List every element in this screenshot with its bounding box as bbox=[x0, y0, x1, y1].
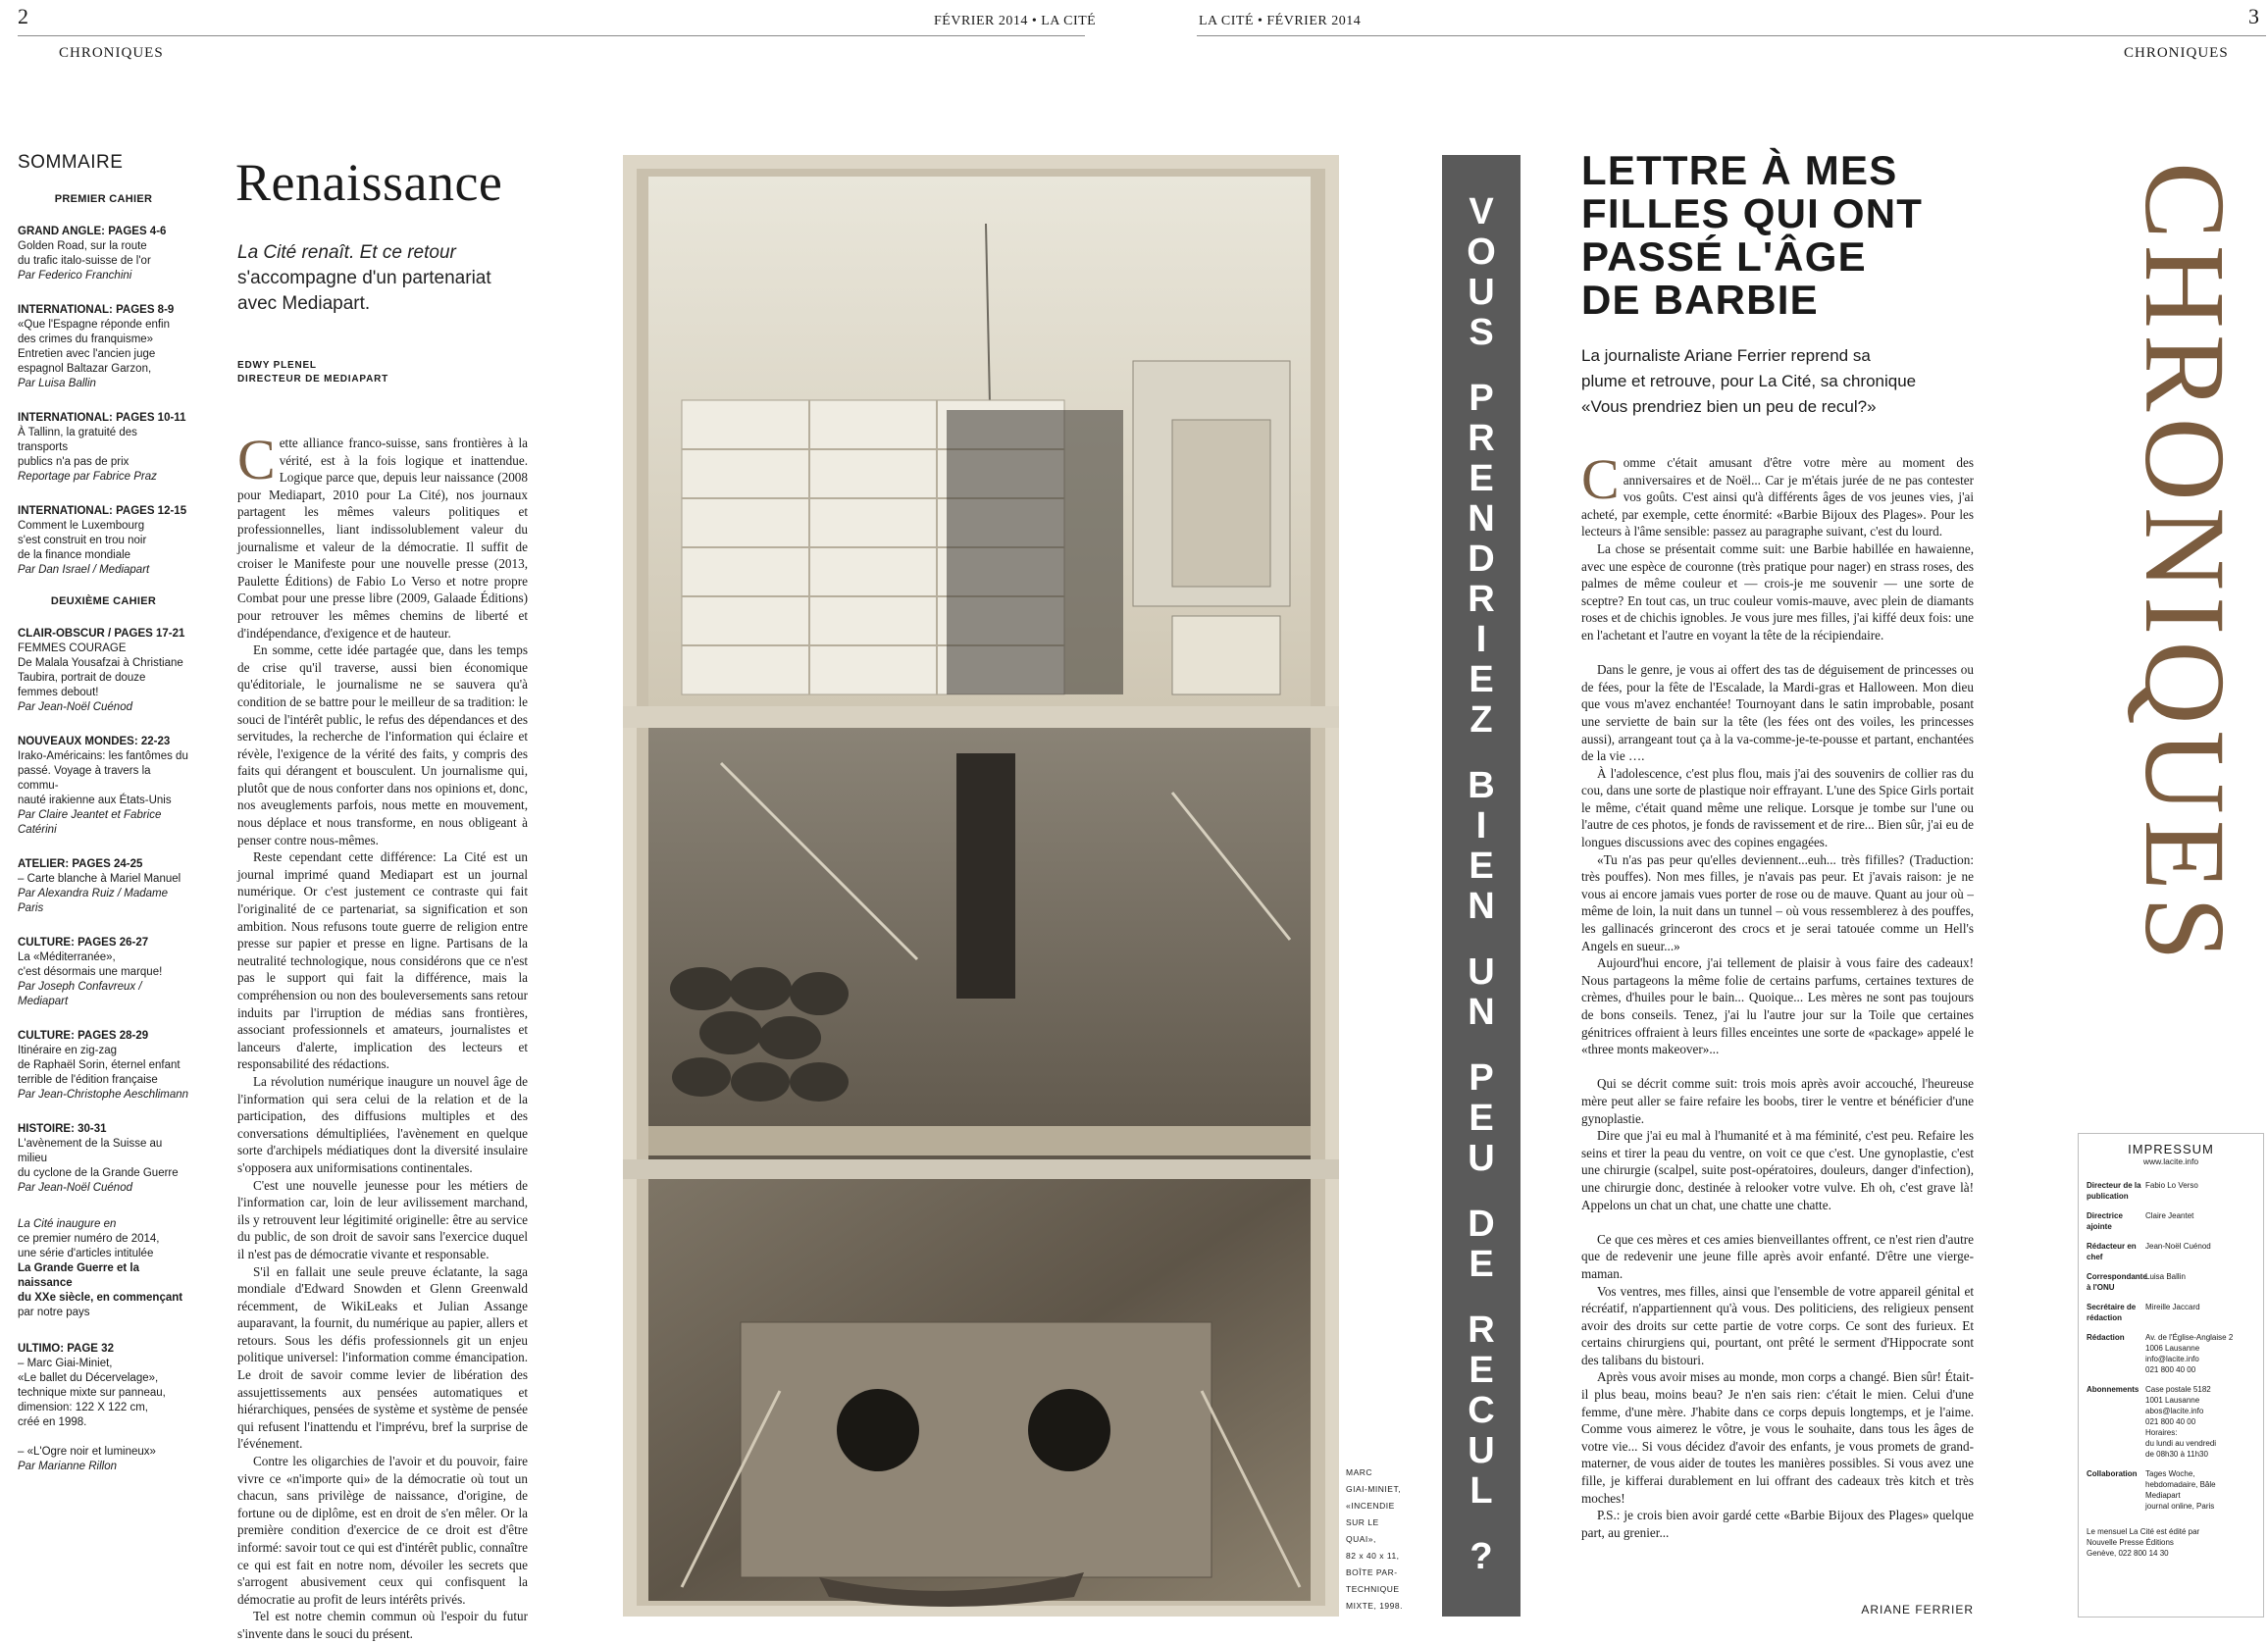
cahier-heading: DEUXIÈME CAHIER bbox=[50, 595, 157, 607]
right-header-rule bbox=[1197, 35, 2266, 36]
article2-paragraph: Après vous avoir mises au monde, mon corps a changé. Bien sûr! Était-il plus beau, moins beau? Je n'en sais rien: c'était le mien. Celui d'une femme, d'une mère. J'habite dans ce corps depuis longtemps, et je l'aime. Comme vous aimerez le vôtre, je vous le souhaite, dans tous les âges de votre vie... Si vous décidez d'avoir des enfants, je vous promets de grand-materner, de vous aider de toutes les manières possibles. Si vous avez une fille, je kifferai durablement en lui offrant des cadeaux très kitch et très moches! bbox=[1581, 1369, 1974, 1506]
impressum-value: de 08h30 à 11h30 bbox=[2145, 1450, 2208, 1459]
article2-paragraph: «Tu n'as pas peur qu'elles deviennent...euh... très fifilles? (Traduction: très pouffes). Non mes filles, je n'avais pas peur. Et j'avais raison: je ne vous ai encore jamais vues porter de rose ou de mauve. Quant au jour où – même de loin, la nuit dans un tunnel – où vous ressemblerez à des pouffes, les gallinacés grinceront des crocs et je serai tatouée comme un Hell's Angels en sueur...» bbox=[1581, 851, 1974, 953]
band-letter: B bbox=[1468, 765, 1495, 806]
article1-chapo bbox=[237, 240, 561, 317]
impressum-label: Correspondante à l'ONU bbox=[2087, 1272, 2147, 1292]
left-running-head: FÉVRIER 2014 • LA CITÉ bbox=[934, 14, 1097, 28]
band-gap bbox=[1442, 927, 1521, 952]
entry-line: «Le ballet du Décervelage», bbox=[18, 1372, 159, 1384]
article1-paragraph: La révolution numérique inaugure un nouvel âge de l'information qui sera celui de la relation et de la participation, des diffusions multiples et des conversations démultipliées, l'avènement en quelque sorte d'archipels médiatiques dont la diversité insulaire s'opposera aux uniformisations continentales. bbox=[237, 1073, 528, 1175]
entry-author: Par Claire Jeantet et Fabrice Catérini bbox=[18, 809, 162, 836]
impressum-label: Rédaction bbox=[2087, 1333, 2125, 1342]
entry-head: INTERNATIONAL: PAGES 10-11 bbox=[18, 412, 186, 424]
impressum-values bbox=[2145, 1332, 2233, 1375]
article1-byline bbox=[237, 359, 388, 386]
band-letter: D bbox=[1468, 539, 1495, 580]
entry-author: Par Alexandra Ruiz / Madame Paris bbox=[18, 888, 168, 914]
impressum-value: hebdomadaire, Bâle bbox=[2145, 1480, 2216, 1489]
article2-title bbox=[1581, 149, 1923, 322]
article1-paragraph: Cette alliance franco-suisse, sans frontières à la vérité, est à la fois logique et inattendue. Logique parce que, depuis leur naissance (2008 pour Mediapart, 2010 pour La Cité), nos journaux partagent les mêmes valeurs politiques et professionnelles, liant indissolublement valeur du journalisme et valeur de la démocratie. Il suffit de croiser le Manifeste pour une nouvelle presse (2013, Paulette Éditions) de Fabio Lo Verso et notre propre Combat pour une presse libre (2009, Galaade Éditions) pour retrouver les mêmes chemins de liberté et d'indépendance, d'exigence et de hauteur. bbox=[237, 428, 528, 641]
impressum-row bbox=[2087, 1332, 2257, 1375]
impressum-values bbox=[2145, 1468, 2216, 1512]
note-line: La Grande Guerre et la naissance bbox=[18, 1262, 139, 1289]
band-word bbox=[1442, 952, 1521, 1033]
impressum-box bbox=[2078, 1133, 2264, 1617]
sommaire-entry bbox=[18, 857, 189, 916]
article2-paragraph: Ce que ces mères et ces amies bienveillantes offrent, ce n'est rien d'autre que de redevenir une jeune fille après avoir enfanté. D'être une vierge-maman. bbox=[1581, 1231, 1974, 1281]
sommaire-entry bbox=[18, 504, 189, 578]
band-letter: ? bbox=[1469, 1536, 1493, 1577]
impressum-row bbox=[2087, 1384, 2257, 1460]
band-letter: Z bbox=[1469, 699, 1493, 741]
entry-line: – Carte blanche à Mariel Manuel bbox=[18, 873, 181, 885]
entry-line: publics n'a pas de prix bbox=[18, 456, 129, 468]
entry-head: CLAIR-OBSCUR / PAGES 17-21 bbox=[18, 628, 185, 640]
article2-paragraph: Qui se décrit comme suit: trois mois après avoir accouché, l'heureuse mère peut aller se faire refaire les boobs, tirer le ventre et bénéficier d'une gynoplastie. bbox=[1581, 1076, 1974, 1126]
entry-line: passé. Voyage à travers la commu- bbox=[18, 765, 151, 792]
chapo-line: s'accompagne d'un partenariat bbox=[237, 268, 491, 288]
chapo-line: avec Mediapart. bbox=[237, 293, 371, 314]
entry-line: La «Méditerranée», bbox=[18, 951, 116, 963]
note-line: ce premier numéro de 2014, bbox=[18, 1233, 160, 1245]
dropcap: C bbox=[1581, 447, 1620, 511]
impressum-value: Av. de l'Église-Anglaise 2 bbox=[2145, 1333, 2234, 1342]
chapo-line: plume et retrouve, pour La Cité, sa chronique bbox=[1581, 372, 1917, 390]
entry-line: du cyclone de la Grande Guerre bbox=[18, 1167, 179, 1179]
entry-head: CULTURE: PAGES 28-29 bbox=[18, 1030, 149, 1042]
impressum-title: IMPRESSUM bbox=[2128, 1142, 2214, 1156]
entry-line: des crimes du franquisme» bbox=[18, 334, 154, 345]
band-letter: S bbox=[1469, 312, 1494, 353]
sommaire bbox=[18, 152, 189, 1474]
entry-line: Golden Road, sur la route bbox=[18, 240, 147, 252]
band-letter: E bbox=[1469, 1350, 1494, 1391]
entry-head: ULTIMO: PAGE 32 bbox=[18, 1343, 114, 1355]
band-letter: L bbox=[1469, 1470, 1493, 1512]
cahier-heading: PREMIER CAHIER bbox=[54, 193, 153, 205]
article2-paragraph: Vos ventres, mes filles, ainsi que l'ensemble de votre appareil génital et récréatif, n'appartiennent qu'à vous. Des politiciens, des religieux pensent avoir des droits sur cette partie de votre corps. Ce sont des furieux. Et certains chirurgiens qui, pourtant, ont prêté le serment d'Hippocrate sont des talibans du bistouri. bbox=[1581, 1283, 1974, 1367]
band-letter: R bbox=[1468, 1309, 1495, 1351]
right-running-head: LA CITÉ • FÉVRIER 2014 bbox=[1199, 14, 1362, 28]
impressum-row bbox=[2087, 1271, 2257, 1293]
band-letter: U bbox=[1468, 1138, 1495, 1179]
band-word bbox=[1442, 192, 1521, 353]
entry-line: – «L'Ogre noir et lumineux» bbox=[18, 1446, 156, 1458]
entry-line: L'avènement de la Suisse au milieu bbox=[18, 1138, 163, 1164]
band-word bbox=[1442, 1205, 1521, 1285]
note-line: une série d'articles intitulée bbox=[18, 1248, 154, 1259]
impressum-values bbox=[2145, 1241, 2211, 1262]
impressum-url: www.lacite.info bbox=[2142, 1156, 2199, 1166]
sommaire-list bbox=[18, 225, 189, 578]
impressum-row bbox=[2087, 1210, 2257, 1232]
impressum-value: Fabio Lo Verso bbox=[2145, 1181, 2198, 1190]
band-letter: P bbox=[1469, 378, 1494, 419]
entry-line: dimension: 122 X 122 cm, bbox=[18, 1402, 148, 1413]
sommaire-title: SOMMAIRE bbox=[18, 152, 124, 173]
entry-line: espagnol Baltazar Garzon, bbox=[18, 363, 152, 375]
entry-line: Itinéraire en zig-zag bbox=[18, 1045, 117, 1056]
column-title-band bbox=[1442, 155, 1521, 1617]
band-gap bbox=[1442, 1285, 1521, 1310]
band-letter: R bbox=[1468, 579, 1495, 620]
band-letter: I bbox=[1475, 805, 1487, 847]
article1-title: Renaissance bbox=[235, 153, 503, 212]
entry-line: À Tallinn, la gratuité des transports bbox=[18, 427, 137, 453]
impressum-value: Horaires: bbox=[2145, 1428, 2178, 1437]
note-line: Le mensuel La Cité est édité par bbox=[2087, 1527, 2200, 1536]
article1-body bbox=[237, 428, 528, 1641]
impressum-values bbox=[2145, 1210, 2193, 1232]
impressum-value: Jean-Noël Cuénod bbox=[2145, 1242, 2211, 1251]
band-letter: N bbox=[1468, 886, 1495, 927]
article2-paragraph: La chose se présentait comme suit: une Barbie habillée en hawaienne, avec une espèce de couronne (très pratique pour nager) en strass roses, des palmes de même couleur et — crois-je me souvenir — une sorte de sceptre? En tout cas, un truc couleur vomis-mauve, avec plein de diamants roses et de chichis ignobles. Je vous jure mes filles, j'ai kiffé deux fois: une en l'achetant et l'autre en voyant la tête de la récipiendaire. bbox=[1581, 540, 1974, 642]
band-word bbox=[1442, 1310, 1521, 1512]
impressum-value: Luisa Ballin bbox=[2145, 1272, 2186, 1281]
band-word bbox=[1442, 1058, 1521, 1179]
impressum-label: Directeur de la publication bbox=[2087, 1181, 2141, 1201]
note-line: du XXe siècle, en commençant bbox=[18, 1292, 183, 1304]
entry-line: c'est désormais une marque! bbox=[18, 966, 163, 978]
sommaire-entry-ultimo bbox=[18, 1342, 189, 1474]
band-letter: N bbox=[1468, 498, 1495, 539]
caption-line: MARC bbox=[1346, 1467, 1373, 1477]
caption-line: 82 x 40 x 11, bbox=[1346, 1551, 1400, 1561]
article2-paragraph: Comme c'était amusant d'être votre mère au moment des anniversaires et de Noël... Car je m'étais jurée de ne pas contester vos goûts. C'est ainsi qu'à différents âges de vos jeunes vies, j'ai acheté, par exemple, cette énormité: «Barbie Bijoux des Plages». Pour les lecteurs à l'âme sensible: passez au paragraphe suivant, c'est du lourd. bbox=[1581, 447, 1974, 539]
entry-line: de Raphaël Sorin, éternel enfant bbox=[18, 1059, 180, 1071]
column-title-vertical bbox=[1442, 155, 1521, 1577]
sommaire-entry bbox=[18, 1029, 189, 1103]
entry-line: – Marc Giai-Miniet, bbox=[18, 1358, 113, 1369]
impressum-value: 021 800 40 00 bbox=[2145, 1417, 2196, 1426]
chapo-line: La journaliste Ariane Ferrier reprend sa bbox=[1581, 346, 1871, 365]
band-gap bbox=[1442, 1512, 1521, 1537]
entry-line: Taubira, portrait de douze bbox=[18, 672, 146, 684]
impressum-label: Abonnements bbox=[2087, 1385, 2139, 1394]
band-gap bbox=[1442, 1033, 1521, 1058]
caption-line: TECHNIQUE bbox=[1346, 1584, 1400, 1594]
title-line: DE BARBIE bbox=[1581, 277, 1819, 323]
artwork-photo bbox=[623, 155, 1339, 1617]
article2-chapo bbox=[1581, 343, 1954, 420]
entry-head: NOUVEAUX MONDES: 22-23 bbox=[18, 736, 171, 747]
entry-author: Par Joseph Confavreux / Mediapart bbox=[18, 981, 142, 1007]
entry-line: terrible de l'édition française bbox=[18, 1074, 158, 1086]
entry-author: Par Federico Franchini bbox=[18, 270, 132, 282]
article2-paragraph: À l'adolescence, c'est plus flou, mais j'ai des souvenirs de collier ras du cou, dans une sorte de plastique noir effrayant. L'une des Spice Girls portait le même, c'était quand même une relique. Lorsque je tombe sur l'une ou l'autre de ces photos, je fonds de ravissement et de rire... Bien sûr, j'ai eu de longues discussions avec des copines engagées. bbox=[1581, 765, 1974, 850]
article1-paragraph: En somme, cette idée partagée que, dans les temps de crise qu'il traverse, aussi bien économique qu'éditoriale, le journalisme ne se sauvera qu'à condition de se battre pour le meilleur de sa tradition: le souci de l'intérêt public, le refus des dépendances et des servitudes, la recherche de l'information qui éclaire et révèle, l'exigence de la vérité des faits, y compris des faits qui dérangent et bousculent. Un journalisme qui, plutôt que de nous conforter dans nos opinions et, donc, nos aveuglements parfois, nous mette en mouvement, nous déplace et nous transforme, en nous obligeant à penser contre nous-mêmes. bbox=[237, 642, 528, 847]
entry-author: Par Jean-Noël Cuénod bbox=[18, 701, 132, 713]
impressum-note bbox=[2079, 1520, 2263, 1559]
article2-author: ARIANE FERRIER bbox=[1861, 1603, 1974, 1617]
band-letter: N bbox=[1468, 992, 1495, 1033]
entry-author: Par Dan Israel / Mediapart bbox=[18, 564, 150, 576]
artwork-illustration bbox=[623, 155, 1339, 1617]
impressum-row bbox=[2087, 1302, 2257, 1323]
sommaire-entry bbox=[18, 627, 189, 715]
article2-paragraph: Dans le genre, je vous ai offert des tas de déguisement de princesses ou de fées, pour la fête de l'Escalade, la Mardi-gras et Halloween. Mon dieu que vous m'avez enchantée! Tournoyant dans le satin improbable, posant une serviette de bain sur la tête (les fées ont des voiles, les princesses aussi), arrangeant tout ça à la va-comme-je-te-pousse et partant, enchantées de la vie …. bbox=[1581, 662, 1974, 764]
band-gap bbox=[1442, 353, 1521, 379]
entry-line: «Que l'Espagne réponde enfin bbox=[18, 319, 171, 331]
article2-paragraph: Dire que j'ai eu mal à l'humanité et à ma féminité, c'est peu. Refaire les seins et tirer la peau du ventre, on voit ce que c'est. Une gynoplastie, c'est une chirurgie (scalpel, suite post-opératoires, douleurs, danger d'infection), une chirurgie donc, destinée à relooker votre vulve. Eh oh, c'est grave là! Appelons un chat un chat, une chatte une chatte. bbox=[1581, 1128, 1974, 1212]
entry-head: INTERNATIONAL: PAGES 12-15 bbox=[18, 505, 187, 517]
impressum-value: 1006 Lausanne bbox=[2145, 1344, 2200, 1353]
caption-line: MIXTE, 1998. bbox=[1346, 1601, 1403, 1611]
entry-line: De Malala Yousafzai à Christiane bbox=[18, 657, 183, 669]
impressum-value: Mireille Jaccard bbox=[2145, 1303, 2200, 1311]
sommaire-entry bbox=[18, 735, 189, 838]
entry-author: Par Jean-Christophe Aeschlimann bbox=[18, 1089, 189, 1101]
band-word bbox=[1442, 379, 1521, 741]
right-page-number: 3 bbox=[2248, 4, 2259, 28]
left-page-number: 2 bbox=[18, 4, 28, 28]
impressum-value: Mediapart bbox=[2145, 1491, 2181, 1500]
caption-line: SUR LE bbox=[1346, 1517, 1379, 1527]
sommaire-entry bbox=[18, 936, 189, 1009]
caption-line: QUAI», bbox=[1346, 1534, 1376, 1544]
band-letter: U bbox=[1468, 272, 1495, 313]
entry-line: Comment le Luxembourg bbox=[18, 520, 145, 532]
photo-caption bbox=[1346, 1464, 1405, 1615]
band-letter: V bbox=[1469, 191, 1494, 232]
chapo-line: «Vous prendriez bien un peu de recul?» bbox=[1581, 397, 1877, 416]
article1-paragraph: Contre les oligarchies de l'avoir et du pouvoir, faire vivre ce «n'importe qui» de la démocratie où tout un chacun, sans privilège de naissance, d'origine, de fortune ou de diplôme, est en droit de s'en mêler. Or la première condition d'exercice de ce droit est d'être informé: savoir tout ce qui est d'intérêt public, connaître ce qui est fait en notre nom, dévoiler les secrets que s'arrogent abusivement ceux qui confisquent la démocratie au profit de leurs intérêts privés. bbox=[237, 1454, 528, 1607]
article1-paragraph: C'est une nouvelle jeunesse pour les métiers de l'information car, loin de leur avilissement marchand, ils y retrouvent leur légitimité originelle: être au service du public, de son droit de savoir sans l'exercice duquel il n'est pas de démocratie vivante et responsable. bbox=[237, 1177, 528, 1261]
impressum-label: Directrice ajointe bbox=[2087, 1211, 2123, 1231]
impressum-row bbox=[2087, 1180, 2257, 1202]
byline-role: DIRECTEUR DE MEDIAPART bbox=[237, 374, 389, 385]
impressum-value: Tages Woche, bbox=[2145, 1469, 2195, 1478]
band-gap bbox=[1442, 1179, 1521, 1205]
right-section-label: CHRONIQUES bbox=[2124, 45, 2229, 61]
title-line: FILLES QUI ONT bbox=[1581, 190, 1924, 236]
band-letter: E bbox=[1469, 659, 1494, 700]
impressum-values bbox=[2145, 1180, 2198, 1202]
impressum-label: Rédacteur en chef bbox=[2087, 1242, 2137, 1261]
sommaire-entry bbox=[18, 411, 189, 485]
band-gap bbox=[1442, 741, 1521, 766]
entry-line: femmes debout! bbox=[18, 687, 99, 698]
impressum-rows bbox=[2079, 1166, 2263, 1512]
entry-line: s'est construit en trou noir bbox=[18, 535, 147, 546]
impressum-values bbox=[2145, 1271, 2186, 1293]
band-word bbox=[1442, 1537, 1521, 1577]
impressum-value: Claire Jeantet bbox=[2145, 1211, 2194, 1220]
impressum-values bbox=[2145, 1302, 2200, 1323]
caption-line: BOÎTE PAR- bbox=[1346, 1567, 1398, 1577]
entry-line: nauté irakienne aux États-Unis bbox=[18, 795, 172, 806]
dropcap: C bbox=[237, 428, 276, 491]
impressum-value: journal online, Paris bbox=[2145, 1502, 2215, 1511]
band-letter: E bbox=[1469, 458, 1494, 499]
band-letter: E bbox=[1469, 846, 1494, 887]
chapo-line: La Cité renaît. Et ce retour bbox=[237, 242, 456, 263]
sommaire-list bbox=[18, 627, 189, 1196]
band-word bbox=[1442, 766, 1521, 927]
band-letter: D bbox=[1468, 1204, 1495, 1245]
left-header-rule bbox=[18, 35, 1085, 36]
chroniques-vertical-title: CHRONIQUES bbox=[2121, 162, 2249, 967]
note-line: par notre pays bbox=[18, 1307, 90, 1318]
impressum-values bbox=[2145, 1384, 2216, 1460]
band-letter: O bbox=[1467, 231, 1496, 273]
entry-line: FEMMES COURAGE bbox=[18, 642, 127, 654]
entry-author: Par Marianne Rillon bbox=[18, 1461, 117, 1472]
impressum-row bbox=[2087, 1241, 2257, 1262]
caption-line: GIAI-MINIET, bbox=[1346, 1484, 1402, 1494]
impressum-value: 021 800 40 00 bbox=[2145, 1365, 2196, 1374]
series-note bbox=[18, 1217, 189, 1320]
band-letter: U bbox=[1468, 951, 1495, 993]
entry-line: créé en 1998. bbox=[18, 1416, 87, 1428]
entry-line: de la finance mondiale bbox=[18, 549, 131, 561]
sommaire-entry bbox=[18, 225, 189, 283]
article1-paragraph: S'il en fallait une seule preuve éclatante, la saga mondiale d'Edward Snowden et Glenn Greenwald récemment, de WikiLeaks et Julian Assange auparavant, la fournit, du numérique au papier, allers et retours. Sous les défis professionnels git un enjeu politique universel: l'information comme émancipation. Le droit de savoir comme levier de libération des assujettissements aux pensées automatiques et hiérarchiques, pensées de système et système de pensée qui refusent l'inattendu et l'imprévu, bref la surprise de l'événement. bbox=[237, 1263, 528, 1452]
impressum-value: info@lacite.info bbox=[2145, 1355, 2199, 1363]
impressum-label: Secrétaire de rédaction bbox=[2087, 1303, 2137, 1322]
note-line: Genève, 022 800 14 30 bbox=[2087, 1549, 2169, 1558]
sommaire-entry bbox=[18, 1122, 189, 1196]
note-line: La Cité inaugure en bbox=[18, 1218, 117, 1230]
entry-head: GRAND ANGLE: PAGES 4-6 bbox=[18, 226, 167, 237]
impressum-value: 1001 Lausanne bbox=[2145, 1396, 2200, 1405]
entry-head: HISTOIRE: 30-31 bbox=[18, 1123, 107, 1135]
entry-head: INTERNATIONAL: PAGES 8-9 bbox=[18, 304, 175, 316]
band-letter: U bbox=[1468, 1430, 1495, 1471]
sommaire-entry bbox=[18, 303, 189, 391]
impressum-value: Case postale 5182 bbox=[2145, 1385, 2211, 1394]
entry-head: CULTURE: PAGES 26-27 bbox=[18, 937, 149, 949]
band-letter: E bbox=[1469, 1098, 1494, 1139]
entry-author: Par Luisa Ballin bbox=[18, 378, 96, 389]
band-letter: P bbox=[1469, 1057, 1494, 1099]
left-section-label: CHRONIQUES bbox=[59, 45, 164, 61]
entry-line: technique mixte sur panneau, bbox=[18, 1387, 166, 1399]
entry-head: ATELIER: PAGES 24-25 bbox=[18, 858, 143, 870]
title-line: LETTRE À MES bbox=[1581, 147, 1898, 193]
article2-paragraph: P.S.: je crois bien avoir gardé cette «Barbie Bijoux des Plages» quelque part, au grenier... bbox=[1581, 1508, 1974, 1540]
band-letter: E bbox=[1469, 1244, 1494, 1285]
impressum-label: Collaboration bbox=[2087, 1469, 2138, 1478]
entry-line: du trafic italo-suisse de l'or bbox=[18, 255, 151, 267]
band-letter: R bbox=[1468, 418, 1495, 459]
title-line: PASSÉ L'ÂGE bbox=[1581, 233, 1867, 280]
byline-name: EDWY PLENEL bbox=[237, 360, 317, 371]
band-letter: C bbox=[1468, 1390, 1495, 1431]
impressum-row bbox=[2087, 1468, 2257, 1512]
entry-line: Entretien avec l'ancien juge bbox=[18, 348, 156, 360]
impressum-value: abos@lacite.info bbox=[2145, 1407, 2204, 1415]
caption-line: «INCENDIE bbox=[1346, 1501, 1395, 1511]
entry-line: Irako-Américains: les fantômes du bbox=[18, 750, 188, 762]
entry-author: Reportage par Fabrice Praz bbox=[18, 471, 157, 483]
article1-paragraph: Tel est notre chemin commun où l'espoir du futur s'invente dans le souci du présent. bbox=[237, 1609, 528, 1641]
impressum-value: du lundi au vendredi bbox=[2145, 1439, 2217, 1448]
article2-paragraph: Aujourd'hui encore, j'ai tellement de plaisir à vous faire des cadeaux! Nous partageons la même folie de certains parfums, certaines textures de crèmes, d'huiles pour le bain... Quoique... Les mères ne sont pas toujours de bons conseils. Tenez, j'ai lu l'autre jour sur la Toile que certaines génitrices offraient à leurs filles enceintes une sorte de «package» appelé le «three monts makeover»... bbox=[1581, 955, 1974, 1057]
entry-author: Par Jean-Noël Cuénod bbox=[18, 1182, 132, 1194]
note-line: Nouvelle Presse Éditions bbox=[2087, 1538, 2174, 1547]
article2-body bbox=[1581, 447, 1974, 1602]
article1-paragraph: Reste cependant cette différence: La Cité est un journal imprimé quand Mediapart est un journal numérique. Or c'est justement ce contraste qui fait l'originalité de ce partenariat, sa signification et son ambition. Nous refusons toute guerre de religion entre presse sur papier et presse en ligne. Partisans de la neutralité technologique, nous considérons que ce n'est pas le support qui fait la différence, mais la compréhension ou non des bouleversements sans retour induits par l'irruption de médias sans frontières, associant professionnels et amateurs, journalistes et lanceurs d'alerte, implication des lecteurs et responsabilité des rédactions. bbox=[237, 849, 528, 1072]
band-letter: I bbox=[1475, 619, 1487, 660]
